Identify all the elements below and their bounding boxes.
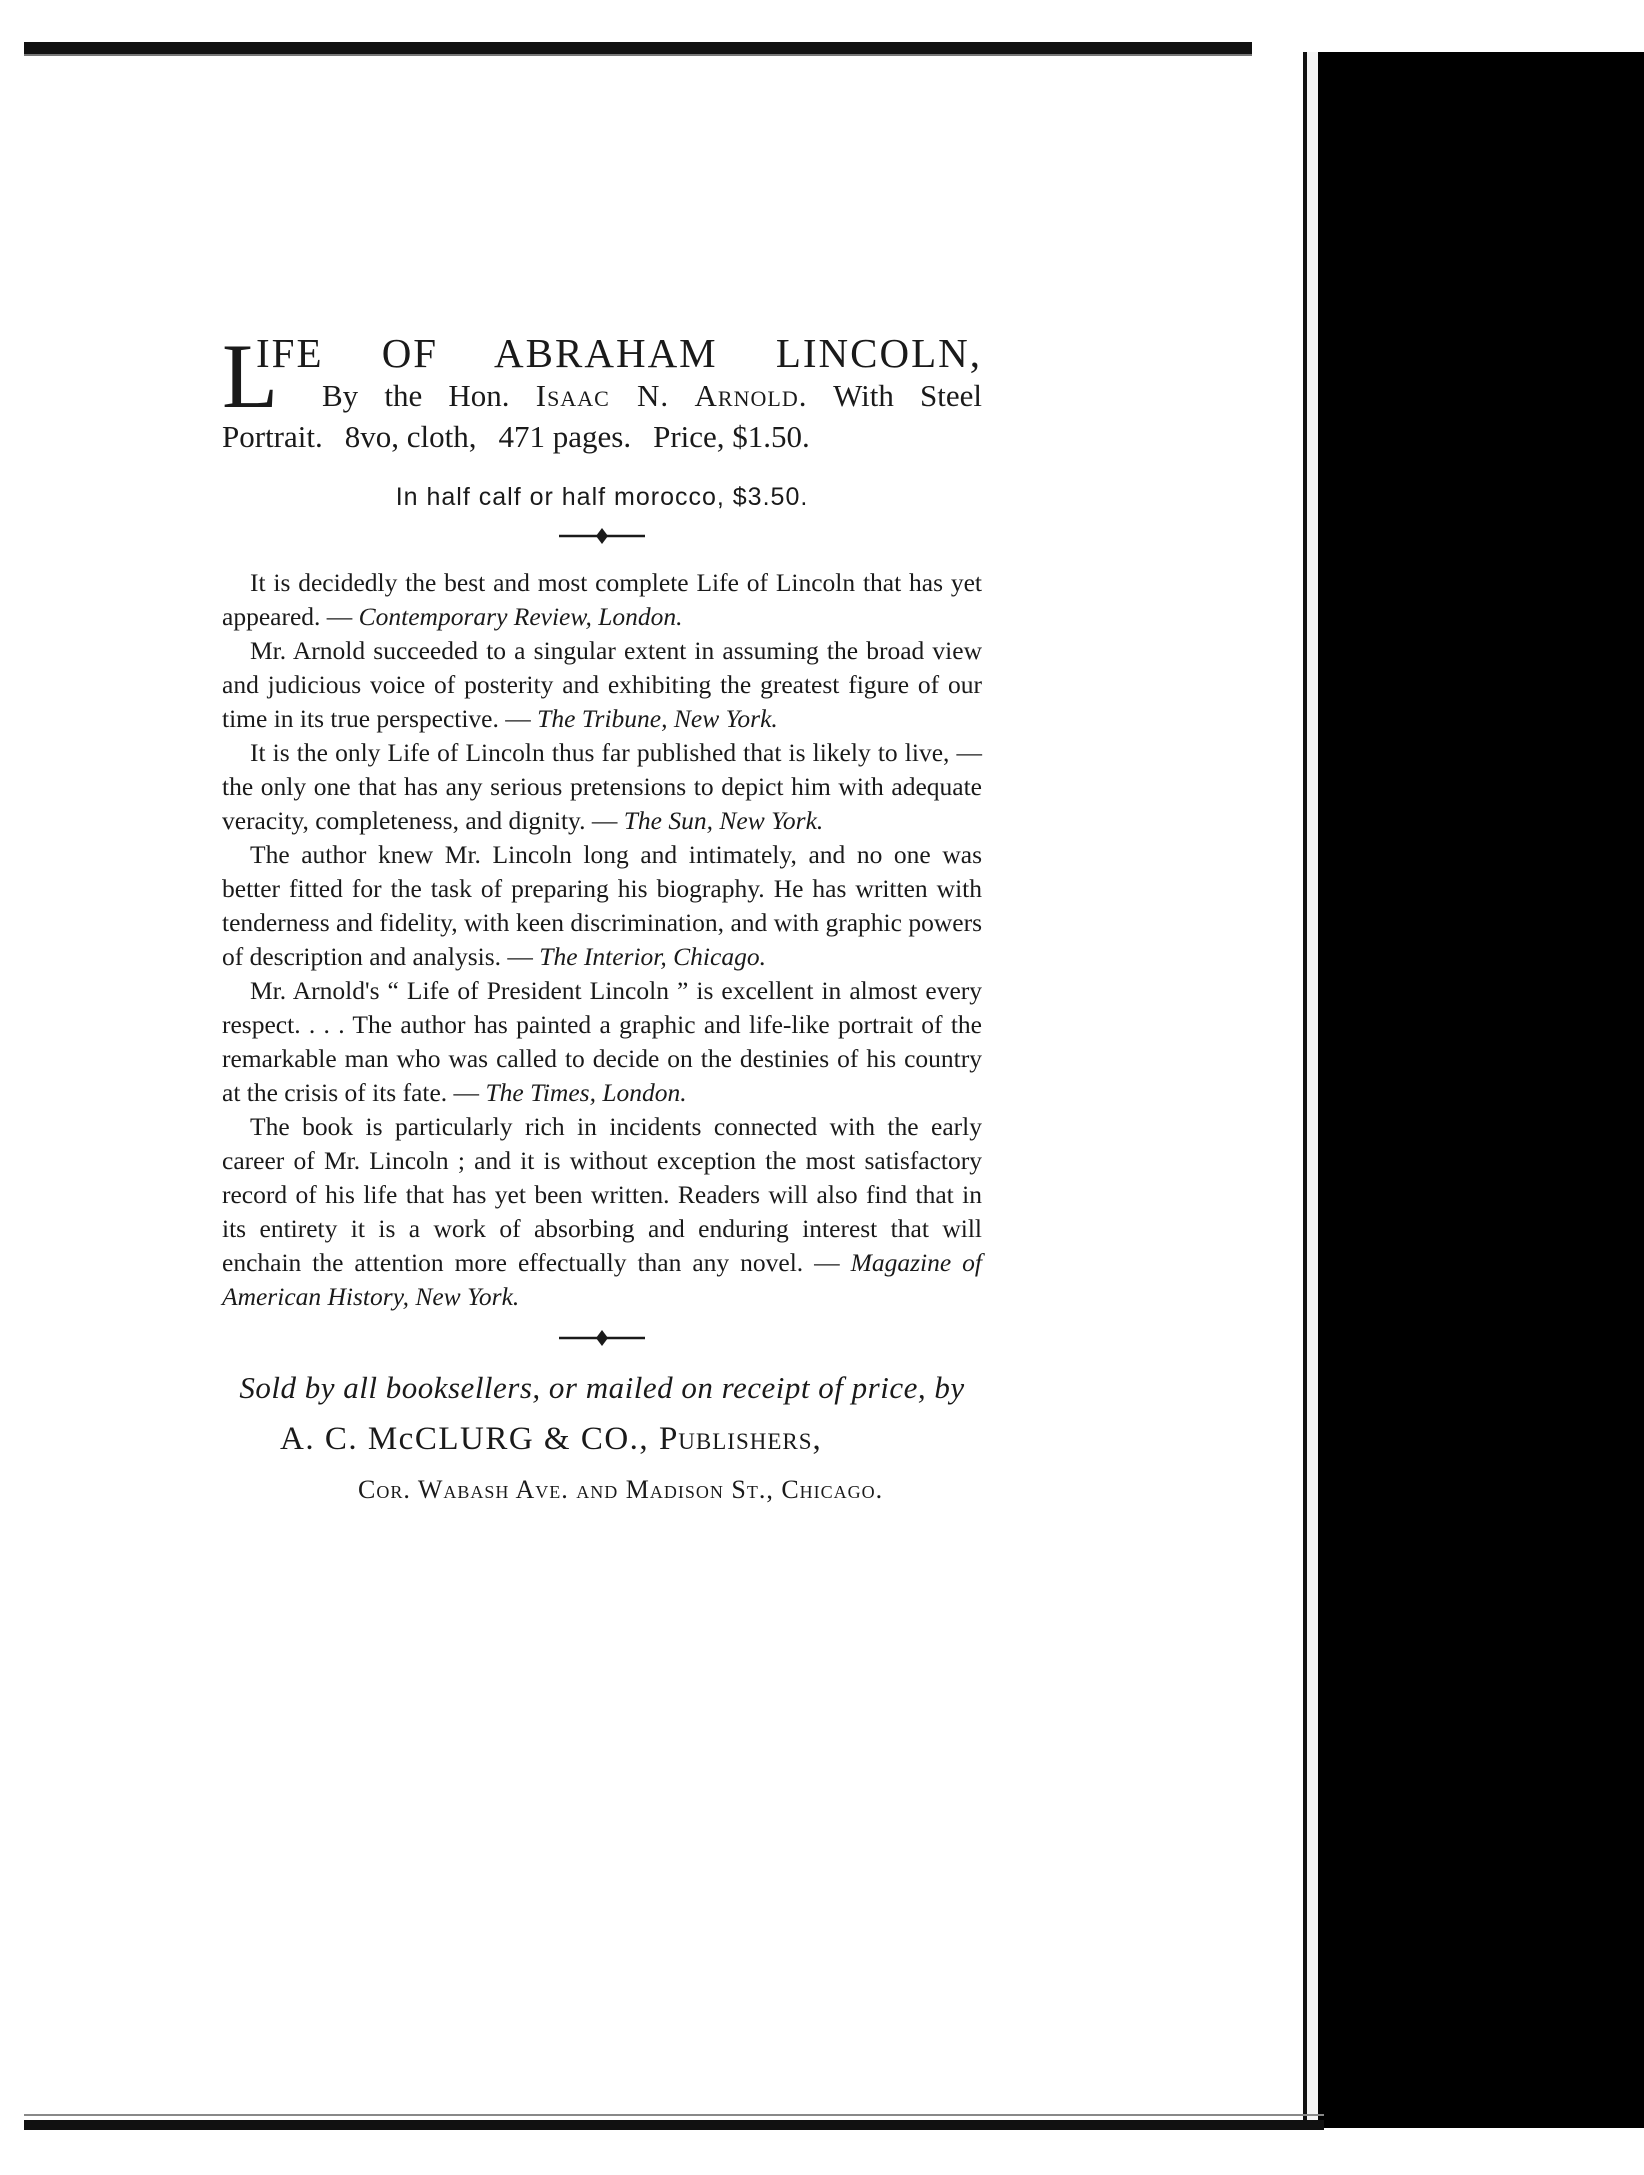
review-source: Contemporary Review, London. [358, 602, 683, 631]
right-scan-border [1318, 52, 1644, 2128]
top-scan-border-shadow [24, 54, 1252, 56]
byline-prefix: By the Hon. [322, 378, 510, 413]
diamond-rule-icon [557, 524, 647, 548]
review-item: It is the only Life of Lincoln thus far published that is likely to live, — the only one that has any serious pretensions to depict him with adequate veracity, completeness, and dignity. — The Sun, New York. [222, 738, 982, 835]
publisher-name: A. C. McCLURG & CO., [280, 1421, 650, 1457]
review-item: The author knew Mr. Lincoln long and intimately, and no one was better fitted for the task of preparing his biography. He has written with tenderness and fidelity, with keen discrimination, and with graphic powers of description and analysis. — The Interior, Chicago. [222, 840, 982, 971]
top-scan-border [24, 42, 1252, 54]
review-item: The book is particularly rich in incidents connected with the early career of Mr. Lincoln ; and it is without exception the most satisfactory record of his life that has yet been written. Readers will also find that in its entirety it is a work of absorbing and enduring interest that will enchain the attention more effectually than any novel. — Magazine of American History, New York. [222, 1112, 982, 1311]
bottom-scan-border-shadow [24, 2114, 1324, 2116]
page-edge-gap [1307, 52, 1318, 2128]
review-item: It is decidedly the best and most complete Life of Lincoln that has yet appeared. — Contemporary Review, London. [222, 568, 982, 631]
publisher-address: Cor. Wabash Ave. and Madison St., Chicago. [358, 1475, 884, 1504]
detail-pages: 471 pages. [498, 419, 632, 454]
review-source: The Tribune, New York. [537, 704, 778, 733]
review-item: Mr. Arnold's “ Life of President Lincoln ” is excellent in almost every respect. . . . The author has painted a graphic and life-like portrait of the remarkable man who was called to decide on the destinies of his country at the crisis of its fate. — The Times, London. [222, 976, 982, 1107]
detail-portrait: Portrait. [222, 419, 323, 454]
diamond-rule-icon [557, 1326, 647, 1350]
author-name: Isaac N. Arnold. [535, 378, 808, 413]
sold-by-notice: Sold by all booksellers, or mailed on receipt of price, by [239, 1370, 965, 1405]
publisher-line [222, 1416, 982, 1462]
book-title: IFE OF ABRAHAM LINCOLN, [256, 330, 982, 376]
alternate-binding-price: In half calf or half morocco, $3.50. [395, 483, 809, 511]
detail-price: Price, $1.50. [653, 419, 810, 454]
byline [222, 376, 982, 416]
drop-cap: L [222, 325, 279, 427]
book-details [222, 416, 982, 458]
detail-format: 8vo, cloth, [344, 419, 477, 454]
bottom-scan-border [24, 2120, 1324, 2130]
review-source: The Sun, New York. [623, 806, 824, 835]
press-reviews [222, 566, 982, 1314]
ornament-divider [222, 1326, 982, 1350]
review-item: Mr. Arnold succeeded to a singular extent in assuming the broad view and judicious voice of posterity and exhibiting the greatest figure of our time in its true perspective. — The Tribune, New York. [222, 636, 982, 733]
review-source: The Times, London. [485, 1078, 687, 1107]
publisher-role: Publishers, [658, 1421, 822, 1457]
byline-suffix: With Steel [833, 378, 983, 413]
review-source: Magazine of American History, New York. [222, 1248, 982, 1311]
ornament-divider [222, 524, 982, 548]
title-block [222, 325, 983, 458]
review-source: The Interior, Chicago. [539, 942, 766, 971]
advertisement [222, 325, 983, 1508]
